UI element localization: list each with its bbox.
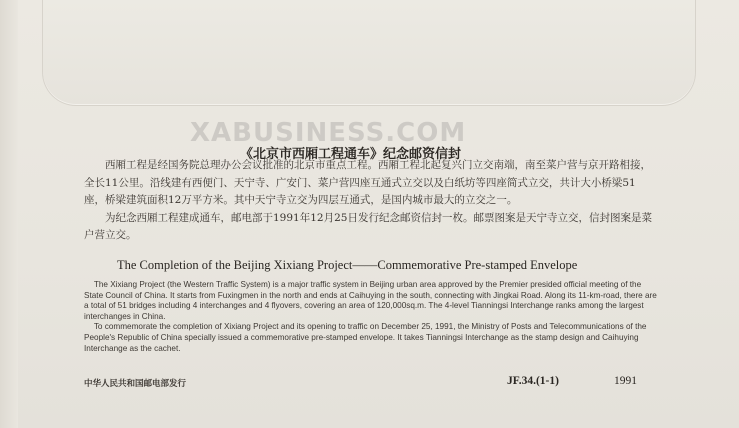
english-title: The Completion of the Beijing Xixiang Project——Commemorative Pre-stamped Envelope [117,258,578,272]
chinese-paragraph: 为纪念西厢工程建成通车，邮电部于1991年12月25日发行纪念邮资信封一枚。邮票图案是天宁寺立交，信封图案是菜户营立交。 [84,211,652,241]
envelope-edge [0,0,18,428]
envelope-flap [42,0,696,106]
issue-year: 1991 [614,375,637,387]
english-paragraph: To commemorate the completion of Xixiang Project and its opening to traffic on December 25, 1991, the Ministry of Posts and Telecommunications of the People's Republic of China specially issued a commemorative pre-stamped envelope. It takes Tianningsi Interchange as the stamp design and Caihuying Interchange as the cachet. [84,322,647,353]
chinese-description [84,157,656,245]
issue-code: JF.34.(1-1) [507,375,559,387]
chinese-paragraph: 西厢工程是经国务院总理办公会议批准的北京市重点工程。西厢工程北起复兴门立交南端，南至菜户营与京开路相接，全长11公里。沿线建有西便门、天宁寺、广安门、菜户营四座互通式立交以及白纸坊等四座简式立交，共计大小桥梁51座，桥梁建筑面积12万平方米。其中天宁寺立交为四层互通式，是国内城市最大的立交之一。 [84,159,651,206]
english-paragraph: The Xixiang Project (the Western Traffic System) is a major traffic system in Beijing urban area approved by the Premier presided official meeting of the State Council of China. It starts from Fuxingmen in the north and ends at Caihuying in the south, connecting with Jingkai Road. Along its 11-km-road, there are a total of 51 bridges including 4 interchanges and 4 flyovers, covering an area of 120,000sq.m. The 4-level Tianningsi Interchange ranks among the largest interchanges in China. [84,280,657,321]
publisher-line: 中华人民共和国邮电部发行 [84,379,187,389]
chinese-title: 《北京市西厢工程通车》纪念邮资信封 [240,147,462,162]
watermark-text: XABUSINESS.COM [190,118,467,148]
english-description [84,280,659,354]
